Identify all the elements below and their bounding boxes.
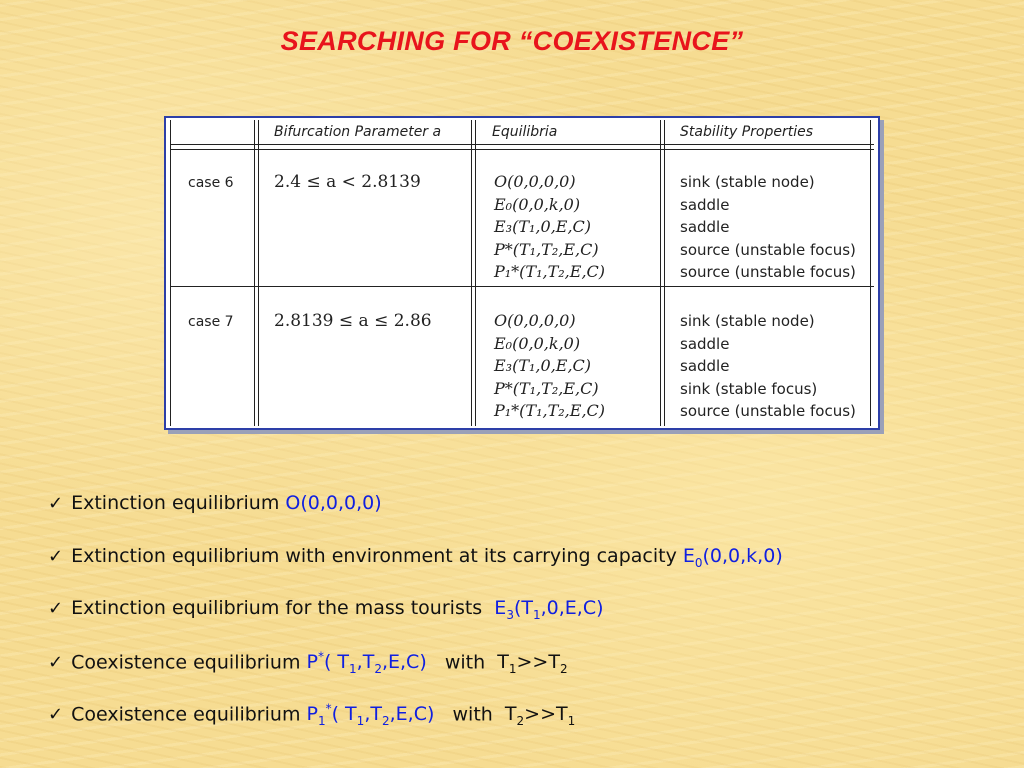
equilibrium-item: P*(T₁,T₂,E,C)	[494, 378, 599, 398]
check-icon: ✓	[48, 598, 64, 619]
stability-item: source (unstable focus)	[680, 240, 856, 259]
equation: $E_0(0,0,k,0)$	[682, 544, 783, 570]
stability-item: sink (stable node)	[680, 173, 815, 191]
equation: $P_1^*$( $T_1,T_2,E,C$)	[306, 702, 435, 729]
bullet-item: ✓ Extinction equilibrium for the mass tourists $E_3(T_1,0,E,C)$	[48, 597, 604, 622]
equilibrium-item: P₁*(T₁,T₂,E,C)	[494, 262, 606, 281]
case-label: case 6	[188, 175, 234, 191]
check-icon: ✓	[48, 545, 64, 567]
equilibrium-item: E₀(0,0,k,0)	[494, 333, 581, 353]
equilibrium-item: E₃(T₁,0,E,C)	[494, 356, 592, 375]
bullet-item: ✓ Extinction equilibrium O(0,0,0,0)	[48, 492, 382, 514]
equilibrium-item: E₀(0,0,k,0)	[494, 194, 581, 214]
equation: O(0,0,0,0)	[285, 492, 382, 514]
check-icon: ✓	[48, 704, 64, 726]
header-equilibria: Equilibria	[492, 124, 558, 140]
stability-item: saddle	[680, 334, 730, 353]
condition: $T_2>>T_1$	[504, 703, 576, 729]
stability-item: sink (stable focus)	[680, 379, 818, 398]
bifurcation-range: 2.8139 ≤ a ≤ 2.86	[274, 311, 432, 331]
stability-list	[680, 171, 856, 284]
check-icon: ✓	[48, 651, 64, 673]
equilibria-list	[494, 310, 605, 423]
stability-item: source (unstable focus)	[680, 263, 856, 281]
equilibria-list	[494, 171, 605, 284]
equilibrium-item: O(0,0,0,0)	[494, 172, 576, 191]
header-stability: Stability Properties	[680, 124, 814, 140]
bifurcation-table	[164, 116, 880, 430]
equilibrium-item: O(0,0,0,0)	[494, 311, 576, 330]
stability-item: saddle	[680, 357, 730, 375]
condition: $T_1>>T_2$	[497, 650, 568, 676]
equation: P*( $T_1,T_2,E,C$)	[306, 649, 427, 676]
bullet-list	[48, 492, 1008, 755]
bifurcation-range: 2.4 ≤ a < 2.8139	[274, 172, 421, 192]
stability-item: source (unstable focus)	[680, 402, 856, 420]
bullet-item: ✓ Coexistence equilibrium $P_1^*$( $T_1,T_2,E,C$) with $T_2>>T_1$	[48, 702, 576, 729]
equilibrium-item: E₃(T₁,0,E,C)	[494, 217, 592, 236]
equation: $E_3(T_1,0,E,C)$	[494, 597, 604, 622]
case-label: case 7	[188, 314, 234, 330]
equilibrium-item: P₁*(T₁,T₂,E,C)	[494, 401, 606, 420]
stability-item: saddle	[680, 195, 730, 214]
bullet-item: ✓ Coexistence equilibrium P*( $T_1,T_2,E,C$) with $T_1>>T_2$	[48, 649, 568, 676]
header-bifurcation: Bifurcation Parameter a	[274, 124, 442, 140]
bullet-item: ✓ Extinction equilibrium with environment at its carrying capacity $E_0(0,0,k,0)$	[48, 544, 783, 570]
with-label: with	[452, 703, 493, 726]
equilibrium-item: P*(T₁,T₂,E,C)	[494, 239, 599, 259]
with-label: with	[444, 650, 486, 673]
check-icon: ✓	[48, 493, 64, 514]
stability-item: sink (stable node)	[680, 312, 815, 330]
slide-title: SEARCHING FOR “COEXISTENCE”	[280, 26, 744, 56]
stability-list	[680, 310, 856, 423]
stability-item: saddle	[680, 218, 730, 236]
